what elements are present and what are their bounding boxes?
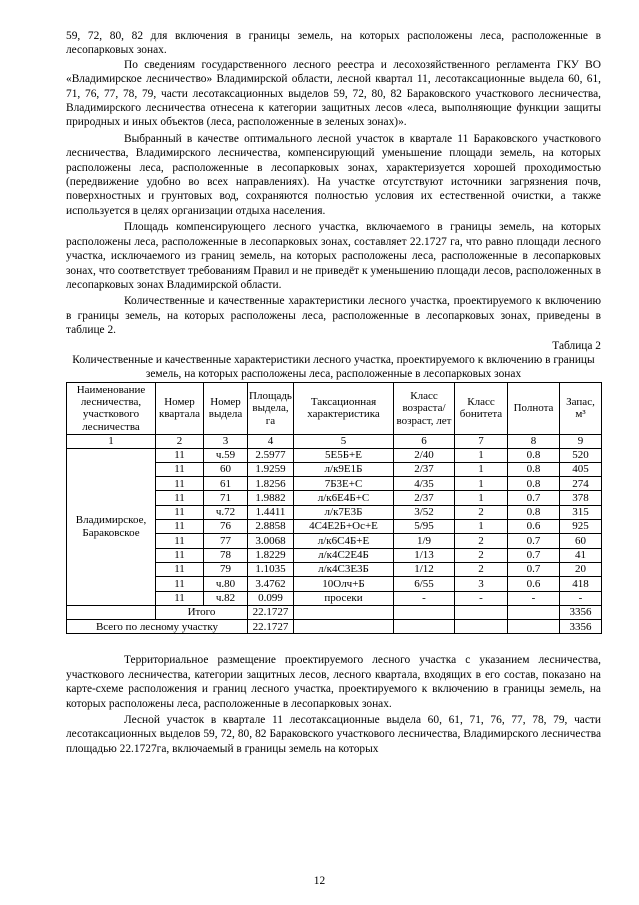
column-number: 1	[67, 435, 156, 448]
column-number: 5	[294, 435, 394, 448]
cell-section: ч.72	[204, 505, 248, 519]
cell-bonitet: 2	[455, 534, 508, 548]
forest-characteristics-table	[66, 382, 602, 635]
cell-quarter: 11	[156, 520, 204, 534]
header-density: Полнота	[508, 382, 560, 435]
cell-taxation: 5Е5Б+Е	[294, 448, 394, 462]
page-content	[66, 29, 601, 756]
cell-bonitet: -	[455, 591, 508, 605]
cell-area: 1.9882	[248, 491, 294, 505]
cell-age-class: 5/95	[394, 520, 455, 534]
column-number: 8	[508, 435, 560, 448]
cell-density: 0.7	[508, 491, 560, 505]
cell-quarter: 11	[156, 562, 204, 576]
grand-total-row	[67, 620, 602, 634]
cell-stock: 925	[560, 520, 602, 534]
cell-taxation: л/к9Е1Б	[294, 462, 394, 476]
grand-total-empty	[394, 620, 455, 634]
paragraph-6: Территориальное размещение проектируемого лесного участка с указанием лесничества, участкового лесничества, категории защитных лесов, лесного квартала, входящих в его состав, показано на карте-схеме расположения и границ лесного участка, проектируемого к включению в границы земель, на которых расположены леса, расположенные в лесопарковых зонах.	[66, 654, 601, 710]
cell-bonitet: 3	[455, 577, 508, 591]
cell-density: 0.8	[508, 505, 560, 519]
cell-age-class: 1/13	[394, 548, 455, 562]
cell-age-class: 6/55	[394, 577, 455, 591]
cell-section: 76	[204, 520, 248, 534]
paragraph-4: Площадь компенсирующего лесного участка, включаемого в границы земель, на которых расположены леса, расположенные в лесопарковых зонах, составляет 22.1727 га, что равно площади лесного участка, исключаемого из границ земель, на которых расположены леса, расположенные в лесопарковых зонах, что соответствует требованиям Правил и не приведёт к уменьшению площади лесов, расположенных в лесопарковых зонах Владимирской области.	[66, 221, 601, 291]
cell-taxation: 4С4Е2Б+Ос+Е	[294, 520, 394, 534]
table-header-row	[67, 382, 602, 435]
table-title: Количественные и качественные характеристики лесного участка, проектируемого к включению в границы земель, на которых расположены леса, расположенные в лесопарковых зонах	[72, 353, 595, 380]
forestry-name-cell: Владимирское, Бараковское	[67, 448, 156, 605]
cell-quarter: 11	[156, 505, 204, 519]
grand-total-area: 22.1727	[248, 620, 294, 634]
paragraph-5: Количественные и качественные характеристики лесного участка, проектируемого к включению в границы земель, на которых расположены леса, расположенные в лесопарковых зонах, приведены в таблице 2.	[66, 295, 601, 337]
cell-density: 0.7	[508, 562, 560, 576]
grand-total-empty	[455, 620, 508, 634]
cell-area: 1.4411	[248, 505, 294, 519]
cell-section: ч.82	[204, 591, 248, 605]
column-number: 2	[156, 435, 204, 448]
cell-taxation: л/к4С3Е3Б	[294, 562, 394, 576]
cell-age-class: 1/12	[394, 562, 455, 576]
column-number: 6	[394, 435, 455, 448]
header-area: Площадь выдела, га	[248, 382, 294, 435]
cell-bonitet: 1	[455, 520, 508, 534]
cell-bonitet: 2	[455, 562, 508, 576]
header-quarter: Номер квартала	[156, 382, 204, 435]
column-number: 7	[455, 435, 508, 448]
column-number: 4	[248, 435, 294, 448]
table-label: Таблица 2	[552, 339, 601, 352]
cell-stock: 20	[560, 562, 602, 576]
cell-density: 0.8	[508, 462, 560, 476]
cell-area: 3.4762	[248, 577, 294, 591]
header-bonitet: Класс бонитета	[455, 382, 508, 435]
cell-area: 1.9259	[248, 462, 294, 476]
header-forestry: Наименование лесничества, участкового лесничества	[67, 382, 156, 435]
cell-age-class: 3/52	[394, 505, 455, 519]
cell-taxation: просеки	[294, 591, 394, 605]
cell-bonitet: 1	[455, 477, 508, 491]
cell-area: 1.8229	[248, 548, 294, 562]
cell-area: 1.1035	[248, 562, 294, 576]
total-label: Итого	[156, 605, 248, 619]
total-empty	[394, 605, 455, 619]
cell-taxation: л/к6С4Б+Е	[294, 534, 394, 548]
cell-section: 61	[204, 477, 248, 491]
cell-age-class: 1/9	[394, 534, 455, 548]
cell-density: 0.6	[508, 577, 560, 591]
total-spacer	[67, 605, 156, 619]
grand-total-label: Всего по лесному участку	[67, 620, 248, 634]
cell-stock: 60	[560, 534, 602, 548]
cell-area: 3.0068	[248, 534, 294, 548]
total-empty	[508, 605, 560, 619]
cell-quarter: 11	[156, 577, 204, 591]
cell-age-class: 2/37	[394, 491, 455, 505]
cell-area: 1.8256	[248, 477, 294, 491]
cell-quarter: 11	[156, 534, 204, 548]
cell-area: 2.8858	[248, 520, 294, 534]
cell-age-class: 2/37	[394, 462, 455, 476]
header-stock: Запас, м³	[560, 382, 602, 435]
cell-section: 71	[204, 491, 248, 505]
cell-density: 0.8	[508, 477, 560, 491]
cell-section: 78	[204, 548, 248, 562]
cell-section: 77	[204, 534, 248, 548]
cell-quarter: 11	[156, 462, 204, 476]
cell-stock: -	[560, 591, 602, 605]
cell-density: -	[508, 591, 560, 605]
cell-stock: 418	[560, 577, 602, 591]
cell-section: 79	[204, 562, 248, 576]
cell-stock: 405	[560, 462, 602, 476]
cell-taxation: 10Олч+Б	[294, 577, 394, 591]
cell-quarter: 11	[156, 477, 204, 491]
grand-total-stock: 3356	[560, 620, 602, 634]
header-taxation: Таксационная характеристика	[294, 382, 394, 435]
cell-quarter: 11	[156, 491, 204, 505]
total-area: 22.1727	[248, 605, 294, 619]
cell-taxation: л/к4С2Е4Б	[294, 548, 394, 562]
cell-area: 0.099	[248, 591, 294, 605]
cell-bonitet: 1	[455, 448, 508, 462]
cell-quarter: 11	[156, 448, 204, 462]
header-section: Номер выдела	[204, 382, 248, 435]
column-number: 9	[560, 435, 602, 448]
cell-bonitet: 2	[455, 548, 508, 562]
cell-section: ч.80	[204, 577, 248, 591]
cell-taxation: л/к7Е3Б	[294, 505, 394, 519]
cell-stock: 520	[560, 448, 602, 462]
cell-stock: 315	[560, 505, 602, 519]
cell-stock: 378	[560, 491, 602, 505]
column-number-row	[67, 435, 602, 448]
column-number: 3	[204, 435, 248, 448]
cell-quarter: 11	[156, 548, 204, 562]
cell-age-class: -	[394, 591, 455, 605]
cell-taxation: 7Б3Е+С	[294, 477, 394, 491]
cell-age-class: 4/35	[394, 477, 455, 491]
paragraph-2: По сведениям государственного лесного реестра и лесохозяйственного регламента ГКУ ВО «Владимирское лесничество» Владимирской области, лесной квартал 11, лесотаксационные выдела 60, 61, 71, 76, 77, 78, 79, части лесотаксационных выделов 59, 72, 80, 82 Бараковского участкового лесничества, Владимирского лесничества отнесена к категории защитных лесов «леса, выполняющие функции защиты природных и иных объектов (леса, расположенные в зеленых зонах)».	[66, 58, 601, 129]
cell-section: ч.59	[204, 448, 248, 462]
page-number: 12	[313, 875, 326, 887]
cell-quarter: 11	[156, 591, 204, 605]
cell-density: 0.7	[508, 534, 560, 548]
cell-density: 0.8	[508, 448, 560, 462]
cell-stock: 274	[560, 477, 602, 491]
total-stock: 3356	[560, 605, 602, 619]
paragraph-7: Лесной участок в квартале 11 лесотаксационные выдела 60, 61, 71, 76, 77, 78, 79, части лесотаксационных выделов 59, 72, 80, 82 Бараковского участкового лесничества, Владимирского лесничества площадью 22.1727га, включаемый в границы земель на которых	[66, 714, 601, 755]
cell-bonitet: 1	[455, 491, 508, 505]
cell-area: 2.5977	[248, 448, 294, 462]
total-row	[67, 605, 602, 619]
paragraph-3: Выбранный в качестве оптимального лесной участок в квартале 11 Бараковского участкового лесничества, Владимирского лесничества, компенсирующий уменьшение площади земель, на которых расположены леса, расположенные в лесопарковых зонах, характеризуется хорошей проходимостью (передвижение удобно во всех направлениях). На участке отсутствуют источники загрязнения почв, поверхностных и грунтовых вод, сохраняются полностью условия их естественной очистки, а также используется в целях организации отдыха населения.	[66, 132, 601, 217]
cell-section: 60	[204, 462, 248, 476]
cell-density: 0.6	[508, 520, 560, 534]
cell-stock: 41	[560, 548, 602, 562]
table-row	[67, 448, 602, 462]
cell-density: 0.7	[508, 548, 560, 562]
table-body	[67, 448, 602, 634]
paragraph-1: 59, 72, 80, 82 для включения в границы земель, на которых расположены леса, расположенные в лесопарковых зонах.	[66, 30, 601, 57]
cell-age-class: 2/40	[394, 448, 455, 462]
header-age-class: Класс возраста/ возраст, лет	[394, 382, 455, 435]
cell-taxation: л/к6Е4Б+С	[294, 491, 394, 505]
cell-bonitet: 1	[455, 462, 508, 476]
grand-total-empty	[508, 620, 560, 634]
grand-total-empty	[294, 620, 394, 634]
total-empty	[294, 605, 394, 619]
total-empty	[455, 605, 508, 619]
cell-bonitet: 2	[455, 505, 508, 519]
